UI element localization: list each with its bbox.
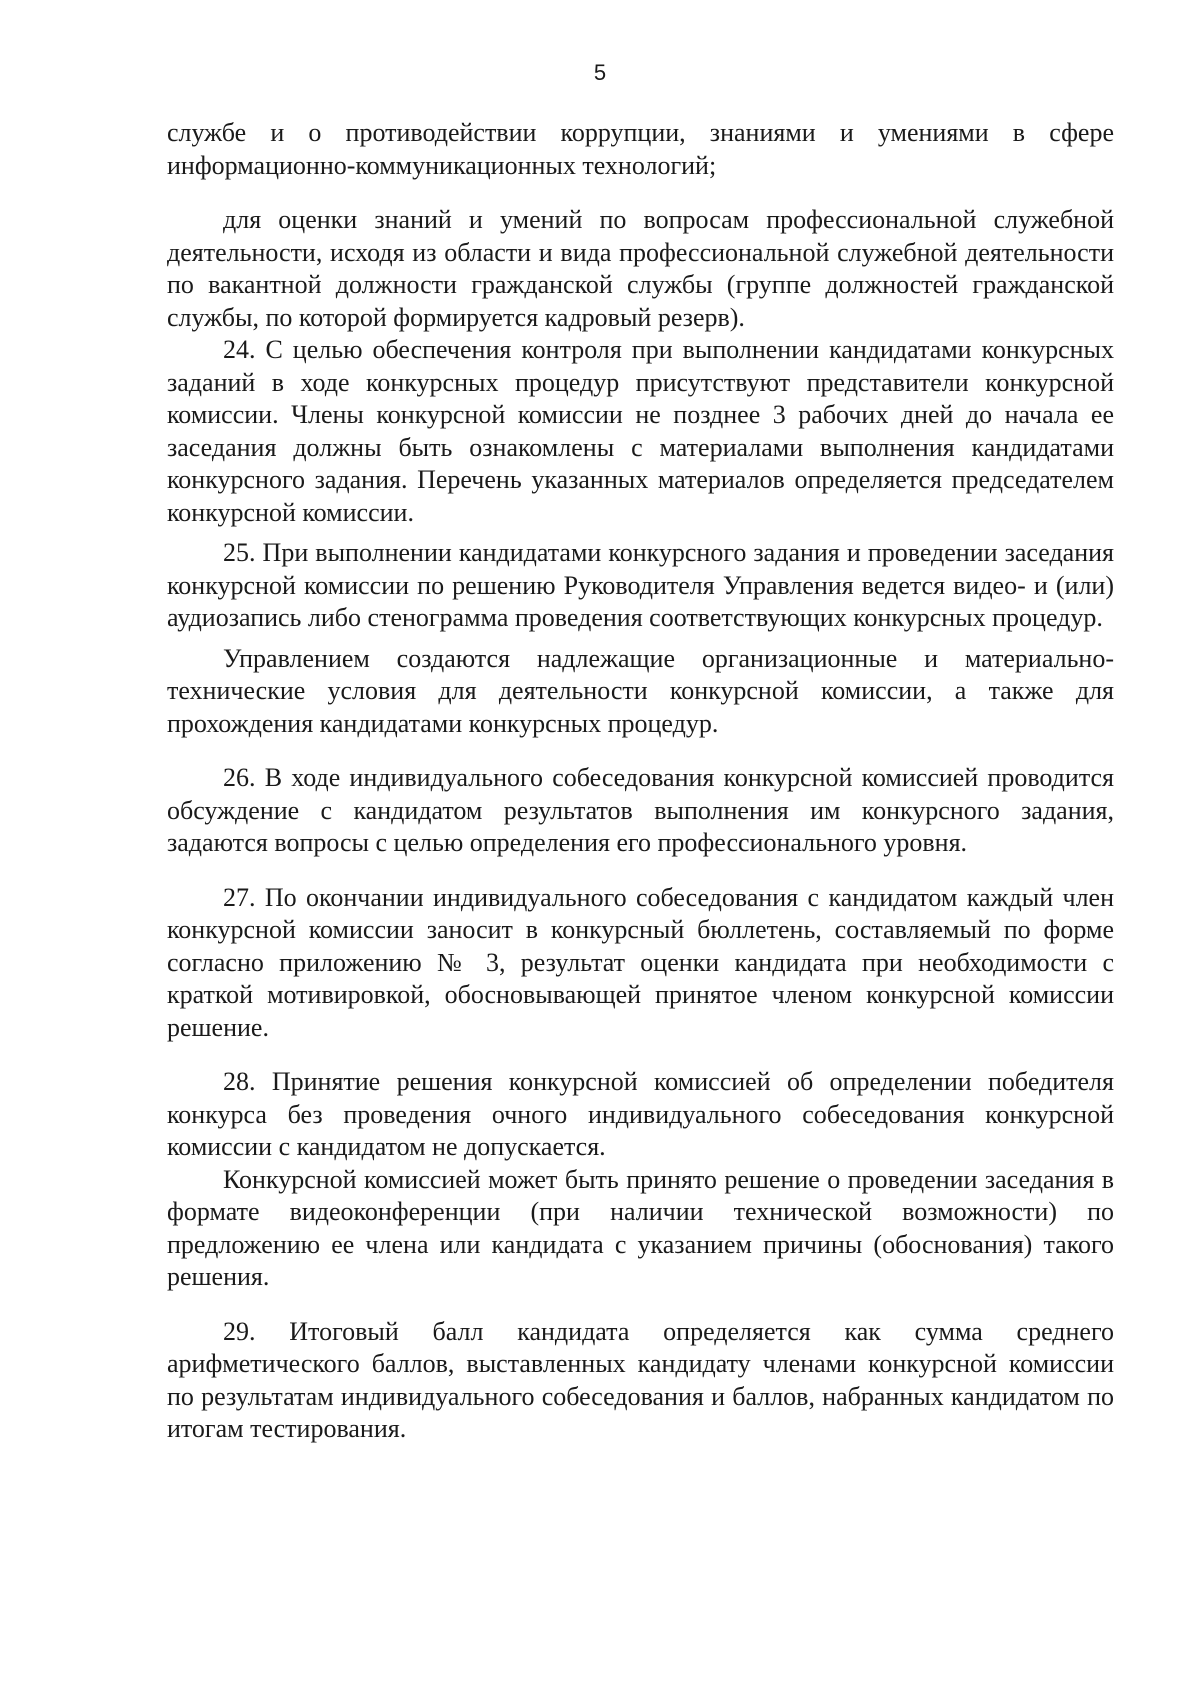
document-body xyxy=(167,117,1114,1446)
paragraph-knowledge-assessment: для оценки знаний и умений по вопросам профессиональной служебной деятельности, исходя из области и вида профессиональной служебной деятельности по вакантной должности гражданской службы (группе должностей гражданской службы, по которой формируется кадровый резерв). xyxy=(167,205,1114,332)
paragraph-25: 25. При выполнении кандидатами конкурсного задания и проведении заседания конкурсной комиссии по решению Руководителя Управления ведется видео- и (или) аудиозапись либо стенограмма проведения соответствующих конкурсных процедур. xyxy=(167,538,1114,632)
paragraph-28-videoconference: Конкурсной комиссией может быть принято решение о проведении заседания в формате видеоконференции (при наличии технической возможности) по предложению ее члена или кандидата с указанием причины (обоснования) такого решения. xyxy=(167,1164,1114,1291)
paragraph-24: 24. С целью обеспечения контроля при выполнении кандидатами конкурсных заданий в ходе конкурсных процедур присутствуют представители конкурсной комиссии. Члены конкурсной комиссии не позднее 3 рабочих дней до начала ее заседания должны быть ознакомлены с материалами выполнения кандидатами конкурсного задания. Перечень указанных материалов определяется председателем конкурсной комиссии. xyxy=(167,335,1114,527)
paragraph-continuation: службе и о противодействии коррупции, знаниями и умениями в сфере информационно-коммуникационных технологий; xyxy=(167,118,1114,180)
paragraph-27: 27. По окончании индивидуального собеседования с кандидатом каждый член конкурсной комиссии заносит в конкурсный бюллетень, составляемый по форме согласно приложению № 3, результат оценки кандидата при необходимости с краткой мотивировкой, обосновывающей принятое членом конкурсной комиссии решение. xyxy=(167,882,1114,1042)
paragraph-28: 28. Принятие решения конкурсной комиссией об определении победителя конкурса без проведения очного индивидуального собеседования конкурсной комиссии с кандидатом не допускается. xyxy=(167,1067,1114,1161)
paragraph-29: 29. Итоговый балл кандидата определяется как сумма среднего арифметического баллов, выставленных кандидату членами конкурсной комиссии по результатам индивидуального собеседования и баллов, набранных кандидатом по итогам тестирования. xyxy=(167,1316,1114,1443)
page-number: 5 xyxy=(593,60,607,85)
paragraph-26: 26. В ходе индивидуального собеседования конкурсной комиссией проводится обсуждение с кандидатом результатов выполнения им конкурсного задания, задаются вопросы с целью определения его профессионального уровня. xyxy=(167,763,1114,857)
paragraph-25-conditions: Управлением создаются надлежащие организационные и материально-технические условия для деятельности конкурсной комиссии, а также для прохождения кандидатами конкурсных процедур. xyxy=(167,643,1114,738)
